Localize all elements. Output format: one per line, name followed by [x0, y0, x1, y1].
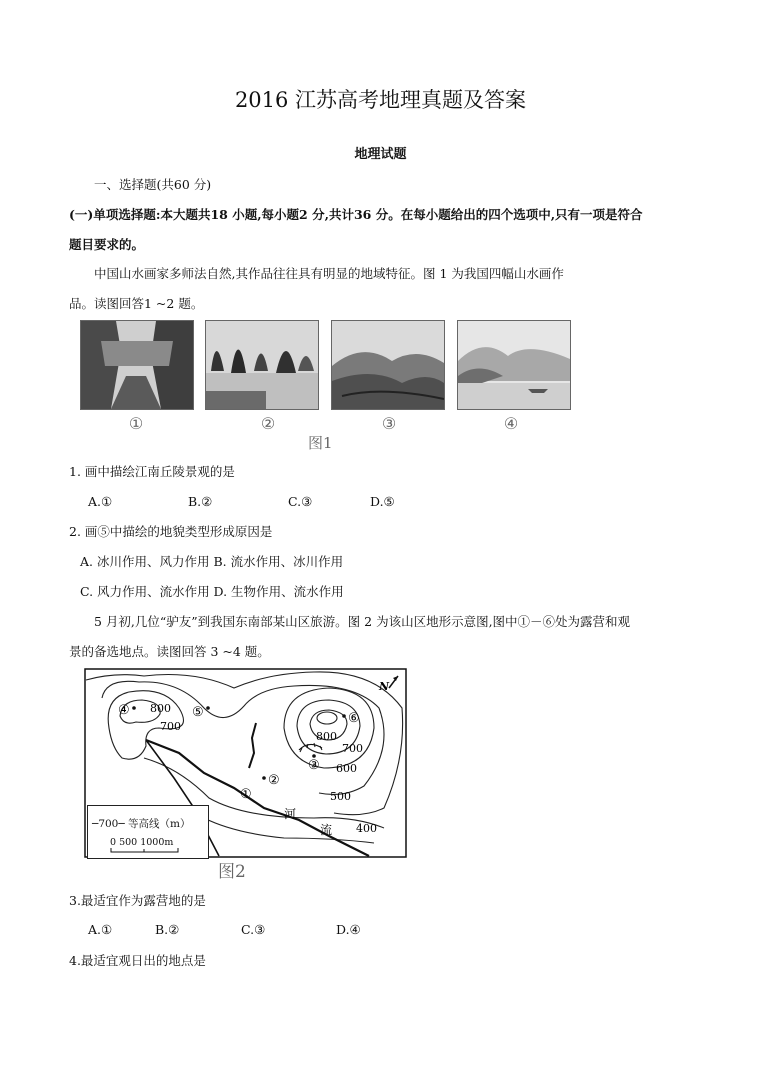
intro1-line-2: 品。读图回答1 ~2 题。 [69, 296, 204, 311]
q3-option-d: D.④ [336, 922, 361, 937]
site-point-4: ④ [118, 703, 130, 718]
document-title: 2016 江苏高考地理真题及答案 [234, 88, 527, 112]
q2-stem: 2. 画⑤中描绘的地貌类型形成原因是 [69, 524, 273, 539]
north-label: N [379, 680, 390, 693]
intro1-line-1: 中国山水画家多师法自然,其作品往往具有明显的地域特征。图 1 为我国四幅山水画作 [94, 266, 564, 281]
contour-label: 800 [150, 702, 171, 715]
q1-option-b: B.② [188, 494, 213, 509]
intro2-line-1: 5 月初,几位“驴友”到我国东南部某山区旅游。图 2 为该山区地形示意图,图中①－⑥处为露营和观 [94, 614, 631, 629]
contour-label: 500 [330, 790, 351, 803]
site-point-3: ③ [308, 758, 320, 773]
site-point-1: ① [240, 787, 252, 802]
q3-option-a: A.① [88, 922, 113, 937]
paper-subtitle: 地理试题 [354, 147, 407, 162]
q1-option-c: C.③ [288, 494, 313, 509]
instruction-line-1: (一)单项选择题:本大题共18 小题,每小题2 分,共计36 分。在每小题给出的四个选项中,只有一项是符合 [69, 207, 643, 222]
river-label-liu: 流 [320, 823, 333, 837]
q2-options-line-1: A. 冰川作用、风力作用 B. 流水作用、冰川作用 [80, 554, 344, 569]
instruction-line-2: 题目要求的。 [69, 237, 145, 252]
scale-bar [110, 847, 180, 853]
painting-4 [457, 320, 571, 410]
contour-label: 700 [160, 720, 181, 733]
painting-label-3: ③ [381, 414, 397, 433]
section-heading: 一、选择题(共60 分) [94, 177, 212, 192]
river-label-he: 河 [284, 807, 297, 821]
q3-stem: 3.最适宜作为露营地的是 [69, 893, 206, 908]
map-legend [87, 805, 209, 859]
painting-1 [80, 320, 194, 410]
legend-contour: ─700─ 等高线（m） [92, 818, 191, 830]
q1-stem: 1. 画中描绘江南丘陵景观的是 [69, 464, 235, 479]
site-point-5: ⑤ [192, 705, 204, 720]
intro2-line-2: 景的备选地点。读图回答 3 ~4 题。 [69, 644, 270, 659]
painting-3 [331, 320, 445, 410]
contour-label: 600 [336, 762, 357, 775]
painting-label-4: ④ [503, 414, 519, 433]
q2-options-line-2: C. 风力作用、流水作用 D. 生物作用、流水作用 [80, 584, 344, 599]
q1-option-a: A.① [88, 494, 113, 509]
figure2-caption: 图2 [218, 862, 246, 882]
figure1-caption: 图1 [308, 434, 333, 452]
contour-label: 700 [342, 742, 363, 755]
q3-option-c: C.③ [241, 922, 266, 937]
q3-option-b: B.② [155, 922, 180, 937]
painting-2 [205, 320, 319, 410]
painting-label-1: ① [128, 414, 144, 433]
painting-label-2: ② [260, 414, 276, 433]
site-point-2: ② [268, 773, 280, 788]
site-point-6: ⑥ [348, 711, 360, 726]
contour-label: 400 [356, 822, 377, 835]
q4-stem: 4.最适宜观日出的地点是 [69, 953, 206, 968]
q1-option-d: D.⑤ [370, 494, 395, 509]
contour-label: 800 [316, 730, 337, 743]
legend-scale-label: 0 500 1000m [110, 837, 174, 848]
